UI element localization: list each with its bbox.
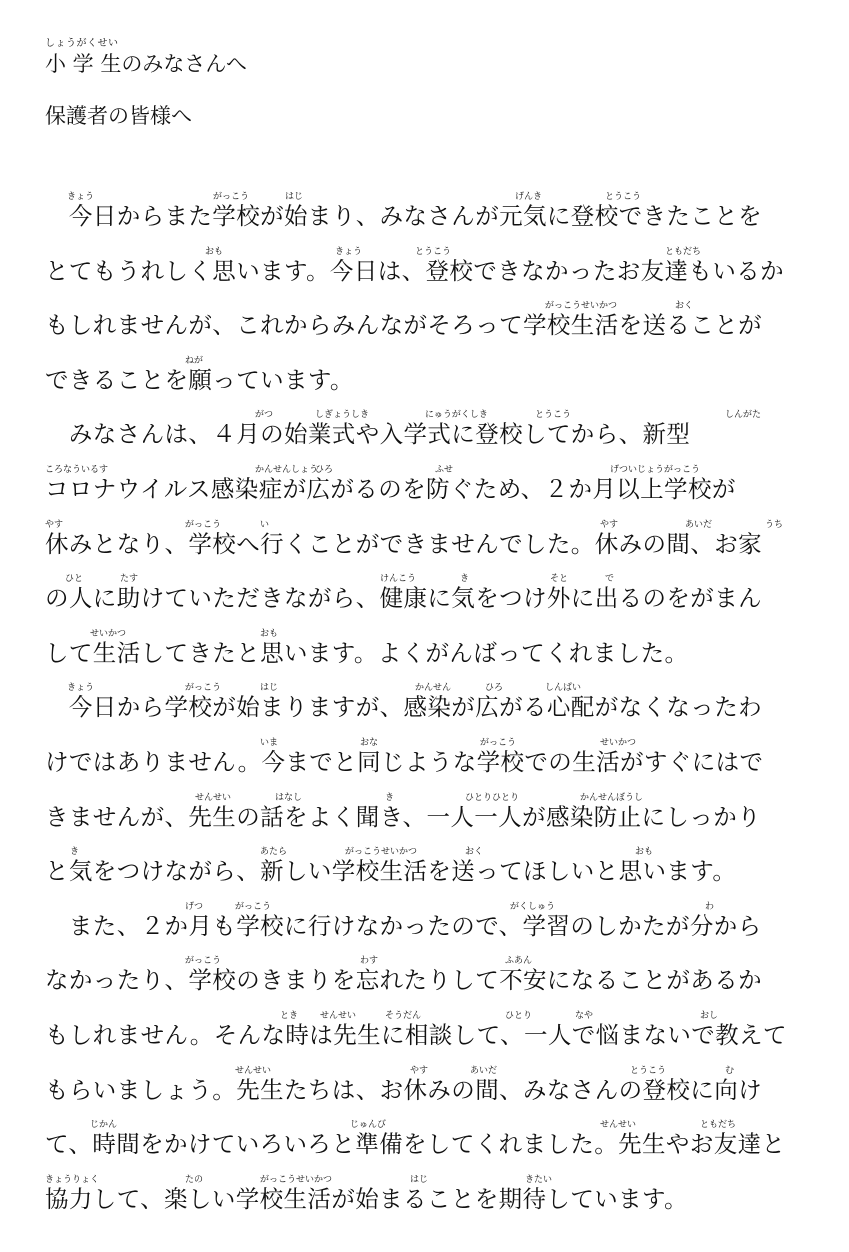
furigana: げついじょうがっこう [610,464,701,475]
line-text: と気をつけながら、新しい学校生活を送ってほしいと思います。 [45,857,737,886]
furigana: む [725,1065,735,1076]
line-text: もしれません。そんな時は先生に相談して、一人で悩まないで教えて [45,1020,787,1049]
text-line [45,229,785,285]
furigana: あいだ [470,1065,498,1076]
furigana: じかん [90,1120,118,1131]
furigana: はじ [260,683,279,694]
text-line [45,338,775,393]
furigana: がくしゅう [510,901,556,912]
furigana: あいだ [685,519,713,530]
furigana: あたら [260,847,288,858]
furigana: ひろ [315,464,334,475]
furigana: せいかつ [90,628,127,639]
furigana: やす [410,1065,429,1076]
line-text: なかったり、学校のきまりを忘れたりして不安になることがあるか [45,966,762,995]
furigana: とうこう [535,410,572,421]
furigana: とうこう [415,246,452,257]
furigana: かんせんぼうし [580,792,644,803]
furigana: しぎょうしき [315,410,370,421]
furigana: で [605,574,615,585]
line-text: て、時間をかけていろいろと準備をしてくれました。先生やお友達と [45,1130,786,1159]
furigana: がっこう [213,192,250,202]
furigana: かんせん [415,683,452,694]
furigana: とうこう [605,192,642,202]
text-line [45,993,787,1049]
line-text: 協力して、楽しい学校生活が始まることを期待しています。 [45,1184,688,1213]
furigana: がっこうせいかつ [345,847,418,858]
furigana: げつ [185,901,204,912]
furigana: がっこう [235,901,272,912]
line-text: コロナウイルス感染症が広がるのを防ぐため、２か月以上学校が [45,474,736,503]
text-line [45,283,775,338]
furigana: やす [600,519,619,530]
text-line [45,174,775,229]
furigana: やす [45,519,64,530]
text-line [45,938,775,993]
line-text: できることを願っています。 [45,365,354,394]
furigana: きょう [67,683,95,694]
furigana: ひとり [505,1010,533,1021]
furigana: がっこう [185,683,222,694]
text-line [45,447,775,502]
line-text: の人に助けていただきながら、健康に気をつけ外に出るのをがまん [45,584,762,613]
line-text: 今日からまた学校が始まり、みなさんが元気に登校できたことを [45,202,762,230]
furigana: ひとりひとり [465,792,520,803]
furigana: かんせんしょう [255,464,319,475]
furigana: わ [705,901,715,912]
furigana: おも [205,246,224,257]
furigana: おな [360,737,379,748]
line-text: 今日から学校が始まりますが、感染が広がる心配がなくなったわ [45,693,762,722]
furigana: き [70,847,80,858]
line-text: また、２か月も学校に行けなかったので、学習のしかたが分から [45,911,762,940]
furigana: い [260,519,270,530]
furigana: せんせい [195,792,232,803]
furigana: ふあん [505,956,533,967]
furigana: ころなういるす [45,464,109,475]
text-line [45,1048,775,1103]
text-line [45,884,775,939]
furigana: たす [120,574,139,585]
furigana: はなし [275,792,303,803]
line-text: もらいましょう。先生たちは、お休みの間、みなさんの登校に向け [45,1075,762,1104]
furigana: じゅんび [350,1120,387,1131]
text-line [45,665,775,720]
text-line [45,1157,775,1212]
furigana: そうだん [385,1010,422,1021]
furigana: ともだち [665,246,702,257]
furigana: ひと [65,574,84,585]
text-line [45,502,784,558]
furigana: せんせい [320,1010,357,1021]
furigana: げんき [515,192,543,202]
furigana: がっこう [185,519,222,530]
furigana: おく [465,847,484,858]
furigana: たの [185,1174,204,1185]
letter-body [45,174,787,1213]
furigana: しんがた [725,410,762,421]
line-text: して生活してきたと思います。よくがんばってくれました。 [45,638,689,667]
line-text: とてもうれしく思います。今日は、登校できなかったお友達もいるか [45,256,785,285]
furigana: なや [575,1010,594,1021]
text-line [45,720,775,775]
text-line [45,829,775,884]
furigana: がっこう [480,737,517,748]
furigana: がっこうせいかつ [260,1174,333,1185]
furigana: きょうりょく [45,1174,100,1185]
furigana: けんこう [380,574,417,585]
furigana: きたい [525,1174,553,1185]
furigana: はじ [285,192,304,202]
line-text: けではありません。今までと同じような学校での生活がすぐにはで [45,747,764,776]
line-text: きませんが、先生の話をよく聞き、一人一人が感染防止にしっかり [45,802,762,831]
furigana: とき [280,1010,299,1021]
furigana: ともだち [700,1120,737,1131]
text-line [45,1102,786,1159]
furigana: せんせい [235,1065,272,1076]
text-line [45,775,775,830]
text-line [45,556,775,611]
furigana: せんせい [600,1120,637,1131]
furigana: ねが [185,355,204,366]
furigana: わす [360,956,379,967]
furigana: きょう [335,246,363,257]
header-furigana: しょうがくせい [45,38,119,49]
line-text: もしれませんが、これからみんながそろって学校生活を送ることが [45,311,762,340]
text-line [45,392,775,447]
furigana: き [460,574,470,585]
line-text: みなさんは、４月の始業式や入学式に登校してから、新型 [45,420,691,449]
line-text: 休みとなり、学校へ行くことができませんでした。休みの間、お家 [45,529,762,558]
furigana: にゅうがくしき [425,410,488,421]
furigana: うち [765,519,784,530]
furigana: きょう [67,192,95,202]
furigana: おも [260,628,279,639]
greeting-guardians: 保護者の皆様へ [45,104,192,128]
furigana: はじ [410,1174,429,1185]
furigana: せいかつ [600,737,637,748]
furigana: そと [550,574,569,585]
furigana: き [385,792,395,803]
furigana: ふせ [435,464,454,475]
furigana: おく [675,301,694,312]
furigana: がっこうせいかつ [545,301,618,312]
furigana: おし [700,1010,719,1021]
furigana: とうこう [630,1065,667,1076]
furigana: がっこう [185,956,222,967]
furigana: おも [635,847,654,858]
furigana: ひろ [485,683,504,694]
greeting-students: 小 学 生のみなさんへ [45,52,247,76]
furigana: がつ [255,410,274,421]
furigana: いま [260,737,279,748]
furigana: しんぱい [545,683,582,694]
text-line [45,611,775,666]
